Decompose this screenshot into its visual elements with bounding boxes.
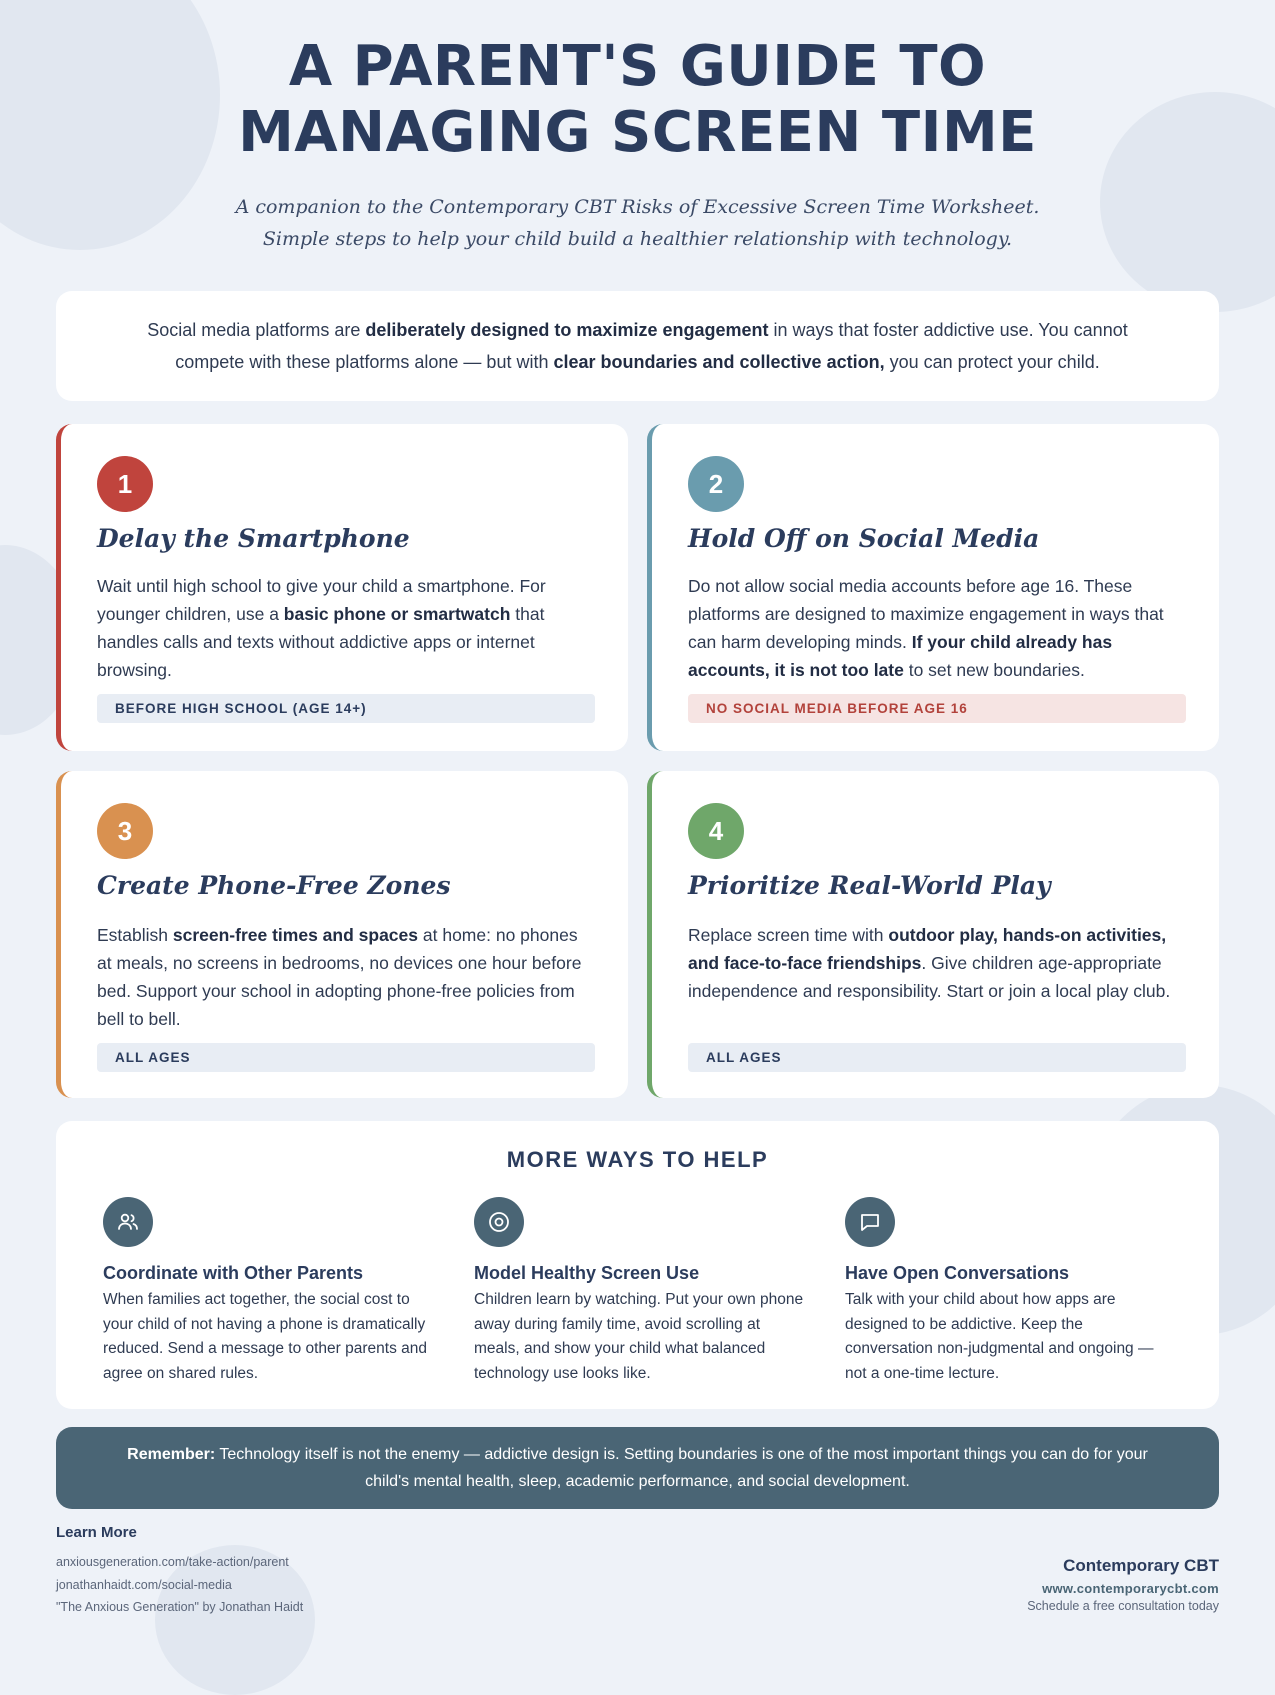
step-description (97, 572, 597, 684)
step-description (97, 921, 597, 1033)
learn-more-section (56, 1524, 303, 1619)
age-tag: ALL AGES (688, 1043, 1186, 1072)
intro-text (123, 314, 1153, 378)
intro-emphasis: clear boundaries and collective action, (553, 352, 885, 372)
title-line-1: A PARENT'S GUIDE TO (288, 34, 987, 99)
resource-link[interactable]: anxiousgeneration.com/take-action/parent (56, 1555, 289, 1569)
step-card-4 (647, 771, 1219, 1098)
brand-name: Contemporary CBT (1063, 1556, 1219, 1575)
way-item (845, 1197, 1175, 1386)
step-title: Create Phone-Free Zones (97, 871, 451, 900)
step-emphasis: outdoor play, hands-on activities, and face-to-face friendships (688, 925, 1167, 973)
way-title: Have Open Conversations (845, 1263, 1070, 1283)
subtitle-line-2: Simple steps to help your child build a healthier relationship with technology. (262, 228, 1013, 250)
step-description (688, 921, 1188, 1005)
step-text-part: Replace screen time with (688, 925, 889, 945)
age-tag: NO SOCIAL MEDIA BEFORE AGE 16 (688, 694, 1186, 723)
subtitle (0, 191, 1275, 255)
resource-book: "The Anxious Generation" by Jonathan Haidt (56, 1600, 304, 1614)
more-ways-heading: MORE WAYS TO HELP (506, 1147, 769, 1172)
step-text-part: to set new boundaries. (903, 660, 1085, 680)
step-card-1 (56, 424, 628, 751)
remember-text (108, 1441, 1168, 1495)
age-tag: ALL AGES (97, 1043, 595, 1072)
way-item (474, 1197, 804, 1386)
step-number-badge: 2 (688, 456, 744, 512)
intro-emphasis: deliberately designed to maximize engagement (365, 320, 769, 340)
step-text-part: Do not allow social media accounts before age 16. These platforms are designed to maximize engagement in ways that can harm developing minds. (688, 576, 1164, 652)
way-title: Coordinate with Other Parents (103, 1263, 364, 1283)
title-line-2: MANAGING SCREEN TIME (238, 100, 1037, 165)
step-card-3 (56, 771, 628, 1098)
learn-more-heading: Learn More (56, 1524, 137, 1541)
step-number-badge: 1 (97, 456, 153, 512)
step-text-part: Wait until high school to give your child a smartphone. For younger children, use a (97, 576, 546, 624)
way-title: Model Healthy Screen Use (474, 1263, 700, 1283)
step-text-part: . Give children age-appropriate independence and responsibility. Start or join a local play club. (688, 953, 1171, 1001)
step-card-2 (647, 424, 1219, 751)
step-number-badge: 3 (97, 803, 153, 859)
remember-label: Remember: (127, 1446, 216, 1463)
consultation-cta: Schedule a free consultation today (1027, 1599, 1219, 1613)
subtitle-line-1: A companion to the Contemporary CBT Risks of Excessive Screen Time Worksheet. (235, 196, 1040, 218)
brand-block (1027, 1556, 1219, 1613)
step-emphasis: basic phone or smartwatch (283, 604, 511, 624)
resource-link[interactable]: jonathanhaidt.com/social-media (56, 1577, 232, 1592)
step-title: Delay the Smartphone (97, 524, 410, 553)
way-text: Talk with your child about how apps are designed to be addictive. Keep the conversation non-judgmental and ongoing — not a one-time lecture. (845, 1291, 1154, 1382)
chat-bubble-icon (845, 1197, 895, 1247)
step-title: Prioritize Real-World Play (688, 871, 1051, 900)
remember-body: Technology itself is not the enemy — addictive design is. Setting boundaries is one of the most important things you can do for your child's mental health, sleep, academic performance, and social development. (215, 1446, 1148, 1490)
target-icon (474, 1197, 524, 1247)
way-item (103, 1197, 433, 1386)
way-text: When families act together, the social cost to your child of not having a phone is dramatically reduced. Send a message to other parents and agree on shared rules. (103, 1291, 427, 1382)
step-text-part: Establish (97, 925, 173, 945)
step-emphasis: screen-free times and spaces (172, 925, 419, 945)
intro-text-part: Social media platforms are (147, 320, 366, 340)
intro-text-part: in ways that foster addictive use. You cannot compete with these platforms alone — but with (175, 320, 1128, 372)
more-ways-card (56, 1121, 1219, 1409)
brand-url[interactable]: www.contemporarycbt.com (1042, 1581, 1219, 1596)
step-text-part: that handles calls and texts without addictive apps or internet browsing. (97, 604, 545, 680)
step-emphasis: If your child already has accounts, it is not too late (688, 632, 1113, 680)
step-number-badge: 4 (688, 803, 744, 859)
step-description (688, 572, 1188, 684)
remember-banner (56, 1427, 1219, 1509)
page-title (0, 34, 1275, 166)
intro-text-part: you can protect your child. (884, 352, 1100, 372)
intro-card (56, 291, 1219, 401)
step-text-part: at home: no phones at meals, no screens in bedrooms, no devices one hour before bed. Support your school in adopting phone-free policies from bell to bell. (97, 925, 582, 1029)
age-tag: BEFORE HIGH SCHOOL (AGE 14+) (97, 694, 595, 723)
way-text: Children learn by watching. Put your own phone away during family time, avoid scrolling at meals, and show your child what balanced technology use looks like. (474, 1291, 804, 1382)
step-title: Hold Off on Social Media (688, 524, 1040, 553)
people-icon (103, 1197, 153, 1247)
